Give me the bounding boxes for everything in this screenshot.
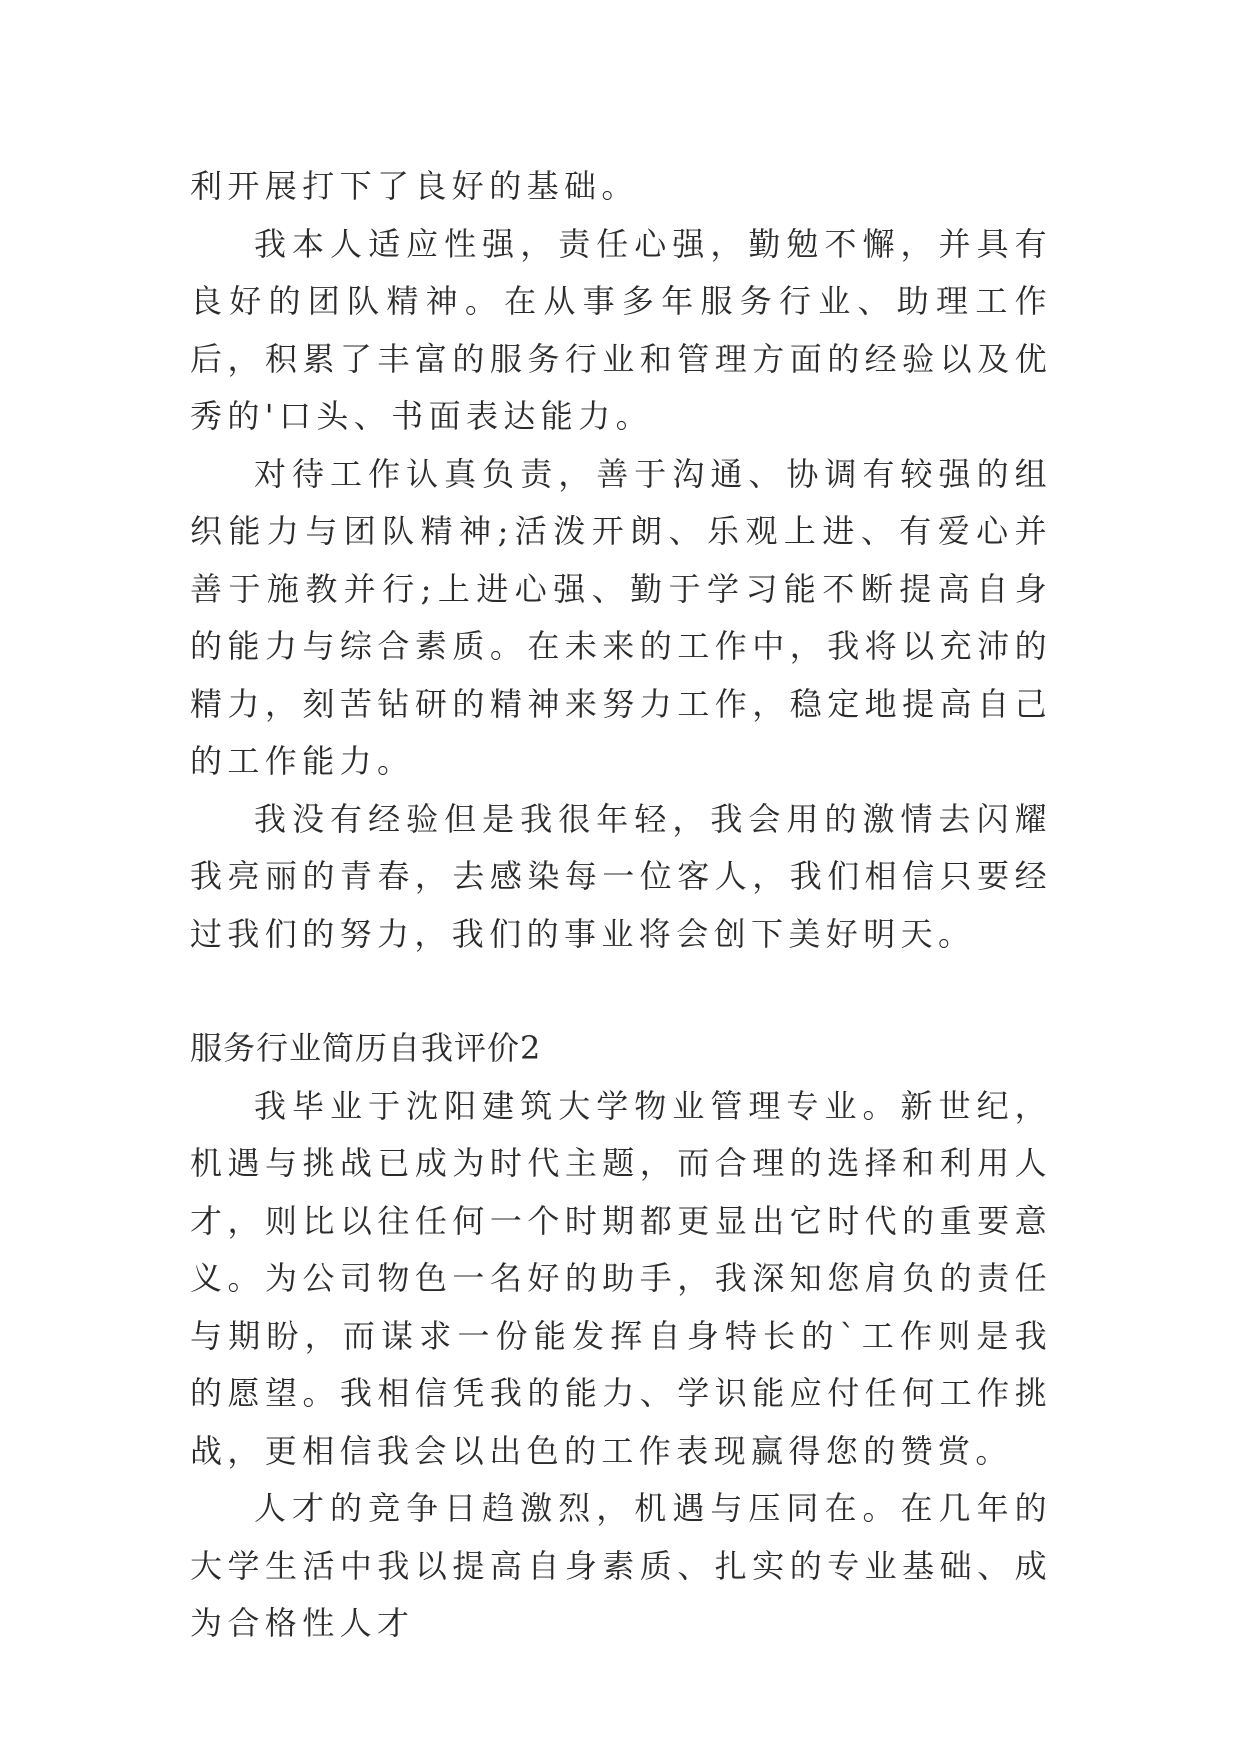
paragraph-competition: 人才的竞争日趋激烈，机遇与压同在。在几年的大学生活中我以提高自身素质、扎实的专业基础、成为合格性人才 (190, 1489, 1052, 1642)
paragraph-graduation: 我毕业于沈阳建筑大学物业管理专业。新世纪，机遇与挑战已成为时代主题，而合理的选择和利用人才，则比以往任何一个时期都更显出它时代的重要意义。为公司物色一名好的助手，我深知您肩负的责任与期盼，而谋求一份能发挥自身特长的`工作则是我的愿望。我相信凭我的能力、学识能应付任何工作挑战，更相信我会以出色的工作表现赢得您的赞赏。 (190, 1086, 1052, 1470)
paragraph-youth: 我没有经验但是我很年轻，我会用的激情去闪耀我亮丽的青春，去感染每一位客人，我们相信只要经过我们的努力，我们的事业将会创下美好明天。 (190, 799, 1052, 953)
paragraph-continuation: 利开展打下了良好的基础。 (190, 167, 639, 205)
document-body (190, 158, 1052, 1653)
paragraph-work-attitude: 对待工作认真负责，善于沟通、协调有较强的组织能力与团队精神;活泼开朗、乐观上进、有爱心并善于施教并行;上进心强、勤于学习能不断提高自身的能力与综合素质。在未来的工作中，我将以充沛的精力，刻苦钻研的精神来努力工作，稳定地提高自己的工作能力。 (190, 454, 1052, 780)
section-heading: 服务行业简历自我评价2 (190, 1029, 542, 1067)
paragraph-adaptability: 我本人适应性强，责任心强，勤勉不懈，并具有良好的团队精神。在从事多年服务行业、助理工作后，积累了丰富的服务行业和管理方面的经验以及优秀的'口头、书面表达能力。 (190, 224, 1052, 435)
